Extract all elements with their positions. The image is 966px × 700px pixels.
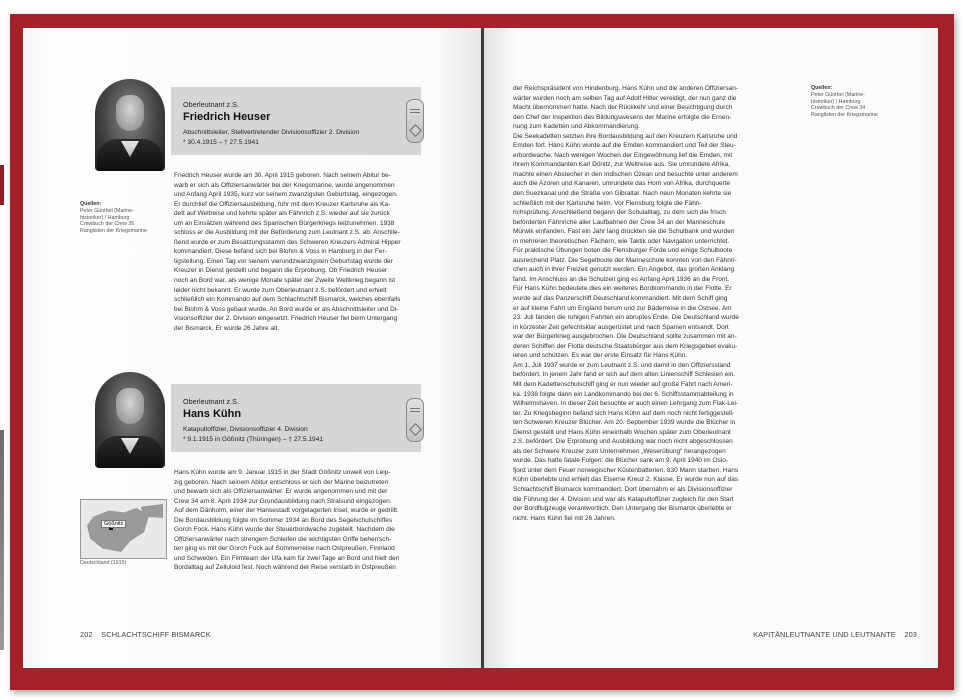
- officer-dates: * 30.4.1915 – † 27.5.1941: [183, 139, 259, 146]
- germany-map: [80, 499, 167, 559]
- running-title: SCHLACHTSCHIFF BISMARCK: [101, 630, 211, 639]
- rank-insignia-icon: [406, 398, 424, 442]
- source-line: Peter Günthel (Marine-: [80, 207, 134, 214]
- biography-text: Hans Kühn wurde am 9. Januar 1915 in der Stadt Gößnitz unweit von Leip- zig geboren. Nach seinem Abitur entschloss er sich der Marine beizutreten und bewarb sich als Offiziersanwärter. Er wurde angenommen und mit der Crew 34 am 8. April 1934 zur Grundausbildung nach Stralsund eingezogen. Auf dem Dänholm, einer der Hansestadt vorgelagerten Insel, wurde er gedrillt. Die Bordausbildung folgte im Sommer 1934 an Bord des Segelschulschiffes Gorch Fock. Hans Kühn wurde der Steuerbordwache zugeteilt. Nachdem die Offiziersanwärter nach strengem Schleifen die wichtigsten Griffe beherrsch- ten ging es mit der Gorch Fock auf Sommerreise nach Ostpreußen, Finnland und Schweden. Ein Filmteam der Ufa kam für zwei Tage an Bord und hielt den Bordalltag auf Zelluloid fest. Noch während der Reise verstarb in Ostpreußen: [174, 469, 400, 572]
- page-footer: [80, 630, 211, 639]
- officer-rank: Oberleutnant z.S.: [183, 100, 239, 109]
- portrait-photo: [95, 79, 165, 171]
- biography-text: Friedrich Heuser wurde am 30. April 1915 geboren. Nach seinem Abitur be- warb er sich als Offiziersanwärter bei der Kriegsmarine, wurde angenommen und Anfang April 1935, kurz vor seinem zwanzigsten Geburtstag, eingezogen. Er durchlief die Offiziersausbildung, fuhr mit dem Kreuzer Karlsruhe als Ka- dett auf Weltreise und kehrte später als Fähnrich z.S. wieder auf sie zurück um an Einsätzen während des Spanischen Bürgerkriegs teilzunehmen. 1938 schloss er die Ausbildung mit der Beförderung zum Leutnant z.S. ab. Anschlie- ßend wurde er zum Besatzungsstamm des Schweren Kreuzers Admiral Hipper kommandiert. Diese befand sich bei Blohm & Voss in Hamburg in der Fer- tigstellung. Einen Tag vor seinem vierundzwanzigsten Geburtstag wurde der Kreuzer in Dienst gestellt und begann die Erprobung. Ob Friedrich Heuser noch an Bord war, als wenige Monate später der Zweite Weltkrieg begann ist leider nicht bekannt. Er wurde zum Oberleutnant z.S. befördert und erhielt schließlich ein Kommando auf dem Schlachtschiff Bismarck, welches ebenfalls bei Blohm & Voss gebaut wurde. An Bord wurde er als Abschnittsleiter und Di- visionsoffizier der 2. Division eingesetzt. Friedrich Heuser fiel beim Untergang der Bismarck. Er wurde 26 Jahre alt.: [174, 172, 401, 332]
- officer-rank: Oberleutnant z.S.: [183, 397, 239, 406]
- officer-role: Abschnittsleiter, Stellvertretender Divisionsoffizier 2. Division: [183, 129, 360, 136]
- officer-dates: * 9.1.1915 in Gößnitz (Thüringen) – † 27.5.1941: [183, 436, 324, 443]
- page-footer: [753, 630, 917, 639]
- map-caption: Deutschland (1915): [80, 560, 127, 566]
- sources-note: [80, 201, 170, 235]
- source-line: Peter Günthel (Marine-: [811, 91, 865, 98]
- source-line: Crewbuch der Crew 34: [811, 105, 866, 112]
- map-label: Gößnitz: [101, 520, 126, 528]
- source-line: Ranglisten der Kriegsmarine: [811, 112, 878, 119]
- portrait-photo: [95, 372, 165, 468]
- sources-title: Quellen:: [80, 201, 102, 207]
- source-line: Crewbuch der Crew 35: [80, 221, 135, 228]
- source-line: Ranglisten der Kriegsmarine: [80, 228, 147, 235]
- page-edge-strip: [0, 430, 4, 650]
- page-number: 203: [904, 630, 917, 639]
- officer-name: Friedrich Heuser: [183, 111, 271, 123]
- sources-note: [811, 85, 906, 119]
- biography-text: der Reichspräsident von Hindenburg. Hans Kühn und die anderen Offiziersan- wärter wurden noch am selben Tag auf Adolf Hitler vereidigt, der nun ganz die Macht übernommen hatte. Nach der Rückkehr und einer Besichtigung durch den Chef der Inspektion des Bildungswesens der Marine erfolgte die Ernen- nung zum Kadetten und Abkommandierung. Die Seekadetten setzten ihre Bordausbildung auf den Kreuzern Karlsruhe und Emden fort. Hans Kühn wurde auf die Emden kommandiert und Teil der Steu- erbordwache. Nach wenigen Wochen der Eingewöhnung lief die Emden, mit ihrem Kommandanten Karl Dönitz, zur Weltreise aus. Sie umrundete Afrika, machte einen Abstecher in den Indischen Ozean und besuchte unter anderem auch die Azoren und Kanaren, umrundete das Horn von Afrika, durchquerte den Suezkanal und die Straße von Gibraltar. Nach neun Monaten kehrte sie schließlich mit der Karlsruhe heim. Vor Flensburg folgte die Fähn- richsprüfung. Anschließend begann der Schulalltag, zu dem sich die frisch beförderten Fähnriche aller Laufbahnen der Crew 34 an der Marineschule Mürwik einfanden. Fast ein Jahr lang drückten sie die Schulbank und wurden in mehreren theoretischen Fächern, wie Taktik oder Navigation unterrichtet. Für praktische Übungen boten die Flensburger Förde und einige Schulboote ausreichend Platz. Die Segelboote der Marineschule konnten von den Fähnri- chen auch in ihrer Freizeit genutzt werden. Ein Angebot, das großen Anklang fand. Im Anschluss an die Schulzeit ging es Anfang April 1936 an die Front. Für Hans Kühn bedeutete dies ein weiteres Bordkommando in der Flotte. Er wurde auf das Panzerschiff Deutschland kommandiert. Mit dem Schiff ging er auf kleine Fahrt um England herum und zur Bäderreise in die Ostsee. Am 23. Juli fanden die ruhigen Fahrten ein abruptes Ende. Die Deutschland wurde in kürzester Zeit gefechtsklar ausgerüstet und nach Spanien entsandt. Dort war der Bürgerkrieg ausgebrochen. Die Deutschland sollte zusammen mit an- deren Schiffen der Flotte deutsche Staatsbürger aus dem Kriegsgebiet evaku- ieren und schützen. Es war der erste Einsatz für Hans Kühn. Am 1. Juli 1937 wurde er zum Leutnant z.S. und damit in den Offiziersstand befördert. In jenem Jahr fand er sich auf dem alten Linienschiff Schlesien ein. Mit dem Kadettenschulschiff ging er nun wieder auf große Fahrt nach Ameri- ka. 1938 folgte dann ein Landkommando bei der 6. Schiffsstammabteilung in Wilhelmshaven. In dieser Zeit besuchte er auch einen Lehrgang zum Flak-Lei- ter. Zu Kriegsbeginn befand sich Hans Kühn auf dem noch nicht fertiggestell- ten Schweren Kreuzer Blücher. Am 20. September 1939 wurde die Blücher in Dienst gestellt und Hans Kühn eineinhalb Wochen später zum Oberleutnant z.S. befördert. Die Erprobung und Ausbildung war noch nicht abgeschlossen als der Schwere Kreuzer zum Unternehmen „Weserübung“ herangezogen wurde. Das hatte fatale Folgen: die Blücher sank am 9. April 1940 im Oslo- fjord unter dem Feuer norwegischer Küstenbatterien. 830 Mann starben. Hans Kühn überlebte und erhielt das Eiserne Kreuz 2. Klasse. Er wurde nun auf das Schlachtschiff Bismarck kommandiert. Dort übernahm er als Divisionsoffizier die Führung der 4. Division und war als Katapultoffizier zugleich für den Start der Bordflugzeuge verantwortlich. Den Untergang der Bismarck überlebte er nicht. Hans Kühn fiel mit 26 Jahren.: [513, 85, 739, 522]
- officer-role: Katapultoffizier, Divisionsoffizier 4. Division: [183, 426, 308, 433]
- running-title: KAPITÄNLEUTNANTE UND LEUTNANTE: [753, 630, 896, 639]
- rank-insignia-icon: [406, 99, 424, 143]
- page-number: 202: [80, 630, 93, 639]
- source-line: historiker) / Hamburg: [80, 214, 130, 221]
- officer-name: Hans Kühn: [183, 408, 242, 420]
- left-page: [23, 28, 483, 668]
- page-edge-strip: [0, 165, 4, 205]
- source-line: historiker) / Hamburg: [811, 98, 861, 105]
- right-page: [484, 28, 938, 668]
- sources-title: Quellen:: [811, 85, 833, 91]
